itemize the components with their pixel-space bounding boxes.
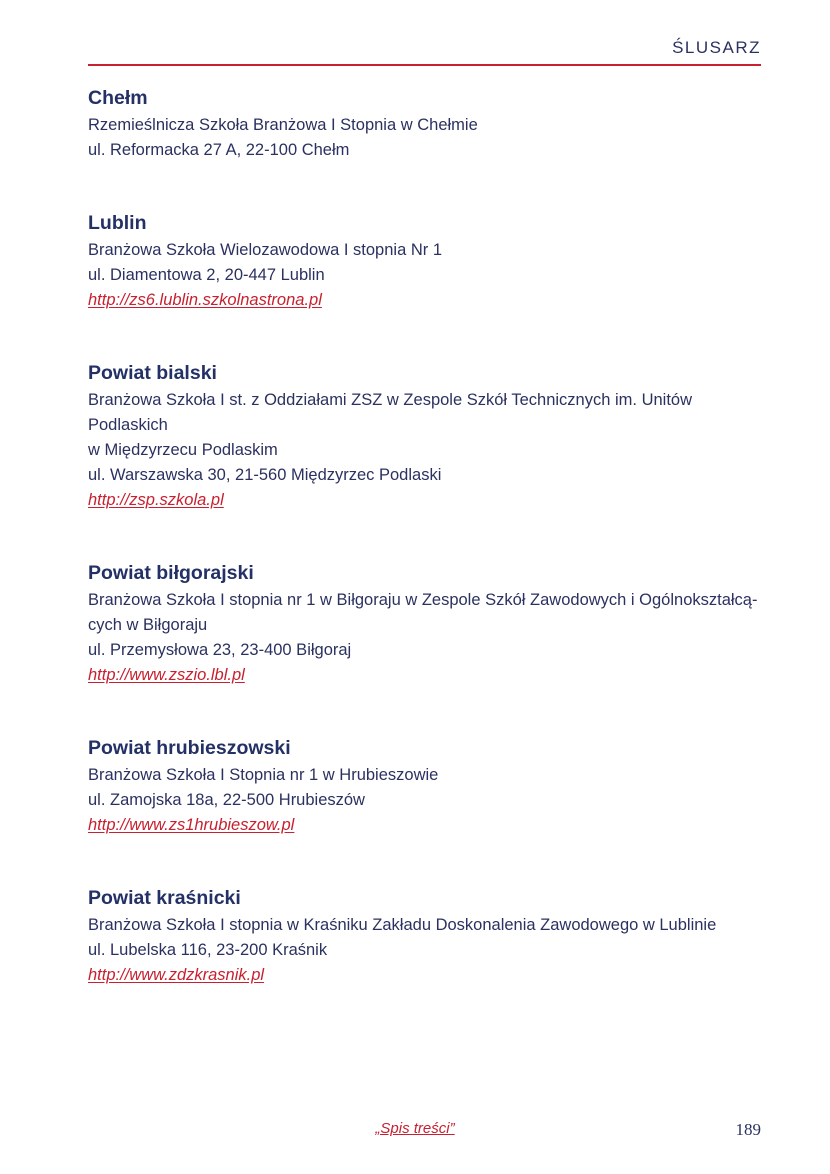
running-header-title: ŚLUSARZ — [672, 38, 761, 57]
school-entry-chelm — [88, 86, 768, 163]
school-name: Branżowa Szkoła I Stopnia nr 1 w Hrubieszowie — [88, 766, 439, 784]
school-name: Branżowa Szkoła I st. z Oddziałami ZSZ w Zespole Szkół Technicznych im. Unitów Podlaskich — [88, 391, 692, 434]
school-website-link[interactable]: http://www.zszio.lbl.pl — [88, 666, 245, 684]
entry-title: Lublin — [88, 212, 147, 234]
school-website-link[interactable]: http://www.zs1hrubieszow.pl — [88, 816, 295, 834]
school-address: ul. Zamojska 18a, 22-500 Hrubieszów — [88, 791, 365, 809]
school-name: Rzemieślnicza Szkoła Branżowa I Stopnia w Chełmie — [88, 116, 478, 134]
school-list — [88, 86, 768, 988]
school-website-link[interactable]: http://zs6.lublin.szkolnastrona.pl — [88, 291, 322, 309]
school-entry-powiat-bialski — [88, 361, 768, 513]
school-address: ul. Reformacka 27 A, 22-100 Chełm — [88, 141, 350, 159]
school-entry-powiat-krasnicki — [88, 886, 768, 988]
school-name: Branżowa Szkoła I stopnia w Kraśniku Zakładu Doskonalenia Zawodowego w Lublinie — [88, 916, 717, 934]
page-number: 189 — [735, 1120, 761, 1139]
entry-title: Powiat bialski — [88, 362, 217, 384]
school-name-continued: w Międzyrzecu Podlaskim — [88, 441, 278, 459]
school-address: ul. Warszawska 30, 21-560 Międzyrzec Podlaski — [88, 466, 442, 484]
entry-title: Chełm — [88, 87, 148, 109]
header-divider — [88, 64, 761, 66]
entry-title: Powiat kraśnicki — [88, 887, 241, 909]
school-address: ul. Przemysłowa 23, 23-400 Biłgoraj — [88, 641, 352, 659]
school-website-link[interactable]: http://www.zdzkrasnik.pl — [88, 966, 265, 984]
school-website-link[interactable]: http://zsp.szkola.pl — [88, 491, 224, 509]
school-entry-powiat-hrubieszowski — [88, 736, 768, 838]
school-address: ul. Diamentowa 2, 20-447 Lublin — [88, 266, 325, 284]
school-name: Branżowa Szkoła Wielozawodowa I stopnia Nr 1 — [88, 241, 443, 259]
table-of-contents-link-label[interactable]: „Spis treści” — [375, 1120, 455, 1137]
school-address: ul. Lubelska 116, 23-200 Kraśnik — [88, 941, 328, 959]
school-name-continued: cych w Biłgoraju — [88, 616, 208, 634]
school-entry-powiat-bilgorajski — [88, 561, 768, 688]
school-name: Branżowa Szkoła I stopnia nr 1 w Biłgoraju w Zespole Szkół Zawodowych i Ogólnokształcą- — [88, 591, 758, 609]
entry-title: Powiat hrubieszowski — [88, 737, 291, 759]
school-entry-lublin — [88, 211, 768, 313]
entry-title: Powiat biłgorajski — [88, 562, 254, 584]
